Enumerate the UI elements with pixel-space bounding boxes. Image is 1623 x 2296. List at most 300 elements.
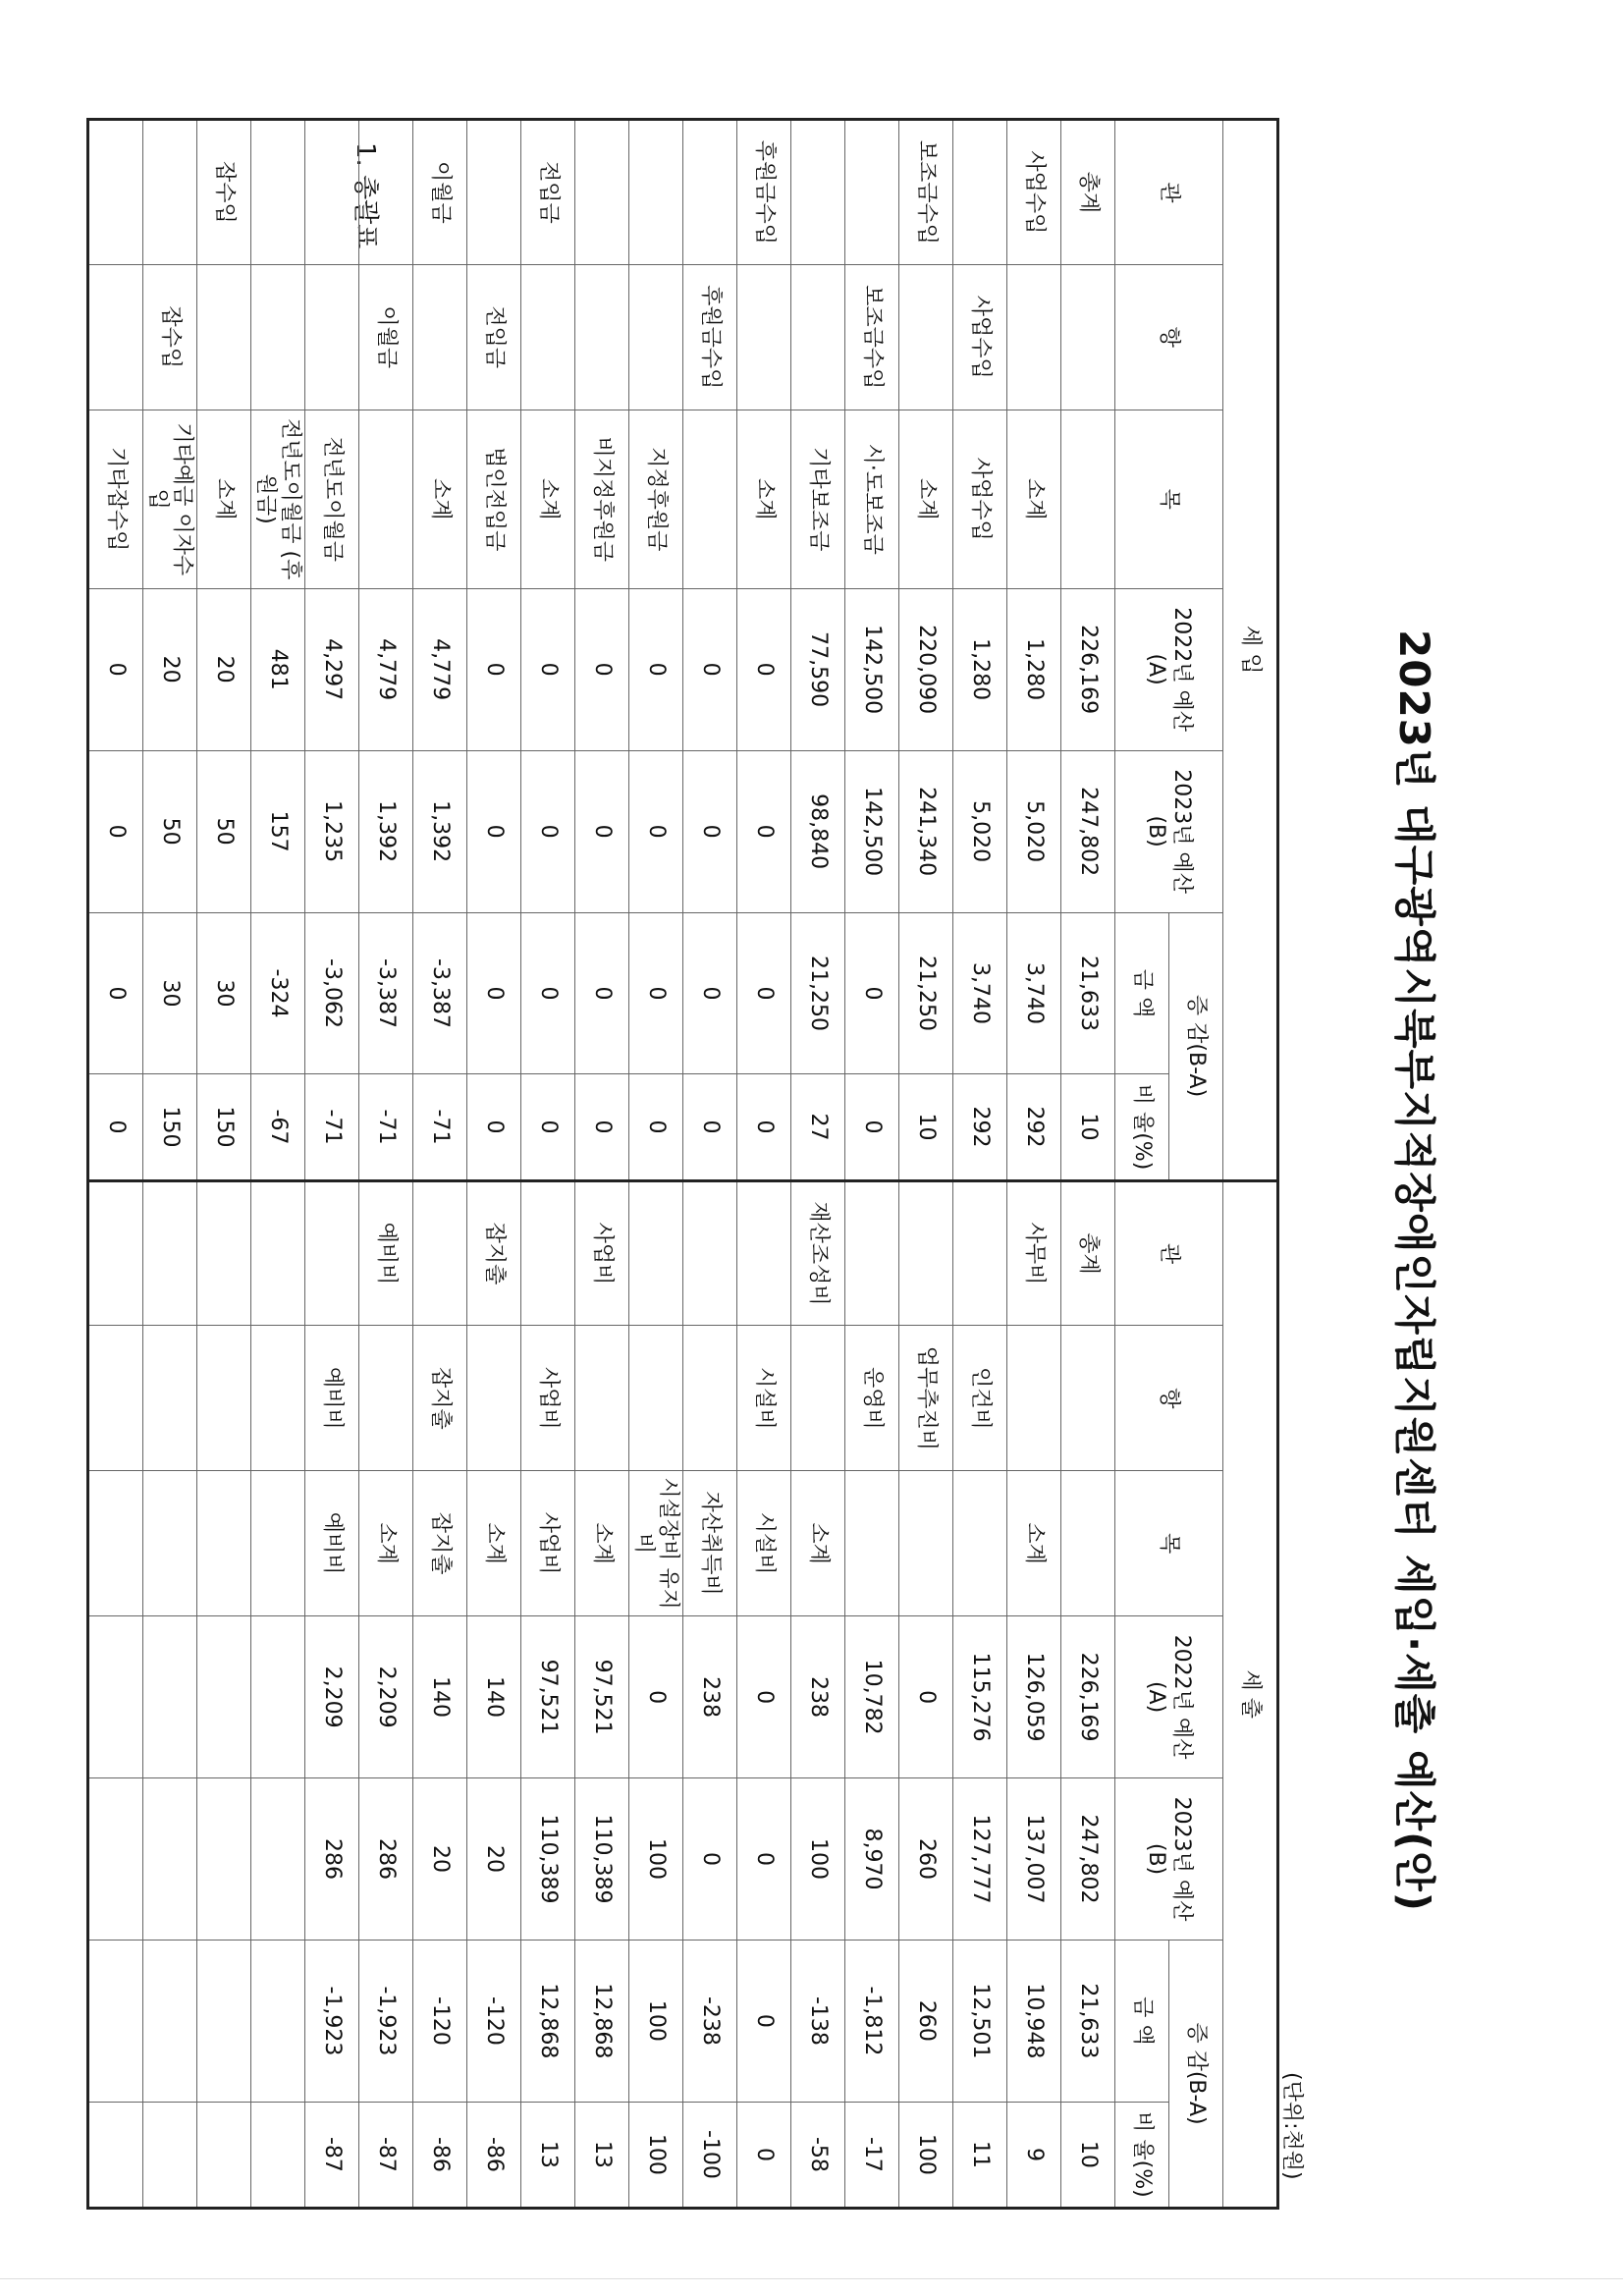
- expense-hang: [88, 1326, 143, 1471]
- revenue-2022: 4,779: [359, 588, 413, 750]
- expense-2022: 97,521: [575, 1616, 629, 1778]
- revenue-mok: 기타잡수입: [88, 410, 143, 588]
- revenue-2023: 1,235: [305, 750, 359, 912]
- col-mok: 목: [1115, 1471, 1223, 1616]
- revenue-gwan: [143, 120, 197, 265]
- revenue-2022: 0: [88, 588, 143, 750]
- expense-hang: [629, 1326, 683, 1471]
- table-row: [737, 120, 791, 2209]
- expense-gwan: [88, 1180, 143, 1326]
- revenue-2022: 0: [575, 588, 629, 750]
- revenue-gwan: [683, 120, 737, 265]
- expense-change-ratio: 11: [953, 2102, 1007, 2208]
- revenue-change-amount: 30: [197, 912, 251, 1074]
- col-ratio: 비 율(%): [1115, 1074, 1169, 1180]
- expense-mok: [197, 1471, 251, 1616]
- revenue-change-amount: -3,062: [305, 912, 359, 1074]
- expense-change-ratio: 100: [629, 2102, 683, 2208]
- expense-mok: [88, 1471, 143, 1616]
- revenue-2022: 142,500: [845, 588, 899, 750]
- expense-mok: 시설비: [737, 1471, 791, 1616]
- expense-2023: [88, 1778, 143, 1941]
- expense-mok: 소계: [467, 1471, 521, 1616]
- col-budget-2022: 2022년 예산(A): [1115, 1616, 1223, 1778]
- expense-hang: [1007, 1326, 1061, 1471]
- page-edge: [0, 2278, 1623, 2279]
- expense-mok: [251, 1471, 305, 1616]
- expense-hang: 업무추진비: [899, 1326, 953, 1471]
- expense-change-amount: 0: [737, 1940, 791, 2102]
- revenue-mok: 법인전입금: [467, 410, 521, 588]
- expense-2023: 286: [305, 1778, 359, 1941]
- revenue-2022: 0: [467, 588, 521, 750]
- expense-gwan: 사업비: [575, 1180, 629, 1326]
- revenue-hang: [251, 264, 305, 410]
- revenue-2022: 4,297: [305, 588, 359, 750]
- expense-mok: 자산취득비: [683, 1471, 737, 1616]
- revenue-mok: 시·도보조금: [845, 410, 899, 588]
- revenue-change-ratio: -67: [251, 1074, 305, 1180]
- expense-hang: [143, 1326, 197, 1471]
- revenue-change-ratio: 0: [575, 1074, 629, 1180]
- expense-change-ratio: -58: [791, 2102, 845, 2208]
- revenue-hang: [197, 264, 251, 410]
- expense-change-amount: -1,923: [305, 1940, 359, 2102]
- revenue-mok: 비지정후원금: [575, 410, 629, 588]
- revenue-2023: 241,340: [899, 750, 953, 912]
- revenue-change-ratio: 0: [629, 1074, 683, 1180]
- budget-table: [86, 118, 1279, 2210]
- expense-2023: 100: [791, 1778, 845, 1941]
- expense-2022: 238: [683, 1616, 737, 1778]
- expense-2023: 100: [629, 1778, 683, 1941]
- expense-mok: [899, 1471, 953, 1616]
- expense-change-amount: -238: [683, 1940, 737, 2102]
- col-amount: 금 액: [1115, 1940, 1169, 2102]
- revenue-change-amount: 21,633: [1061, 912, 1115, 1074]
- expense-2022: 2,209: [359, 1616, 413, 1778]
- expense-gwan: [845, 1180, 899, 1326]
- expense-2022: 126,059: [1007, 1616, 1061, 1778]
- expense-hang: 인건비: [953, 1326, 1007, 1471]
- revenue-gwan: [88, 120, 143, 265]
- revenue-gwan: [575, 120, 629, 265]
- revenue-gwan: 전입금: [521, 120, 575, 265]
- revenue-2023: 1,392: [359, 750, 413, 912]
- expense-2023: 0: [683, 1778, 737, 1941]
- expense-mok: 시설장비 유지비: [629, 1471, 683, 1616]
- table-row: [305, 120, 359, 2209]
- revenue-change-amount: 0: [467, 912, 521, 1074]
- revenue-change-ratio: 0: [467, 1074, 521, 1180]
- col-hang: 항: [1115, 264, 1223, 410]
- revenue-change-ratio: 0: [737, 1074, 791, 1180]
- col-hang: 항: [1115, 1326, 1223, 1471]
- revenue-change-ratio: -71: [413, 1074, 467, 1180]
- revenue-gwan: 총계: [1061, 120, 1115, 265]
- revenue-gwan: [359, 120, 413, 265]
- revenue-hang: [521, 264, 575, 410]
- expense-change-ratio: 10: [1061, 2102, 1115, 2208]
- table-row: [521, 120, 575, 2209]
- table-row: [251, 120, 305, 2209]
- revenue-hang: 잡수입: [143, 264, 197, 410]
- revenue-hang: [791, 264, 845, 410]
- expense-2022: [251, 1616, 305, 1778]
- revenue-mok: 기타예금 이자수입: [143, 410, 197, 588]
- expense-change-amount: -138: [791, 1940, 845, 2102]
- expense-hang: [251, 1326, 305, 1471]
- revenue-2022: 0: [521, 588, 575, 750]
- revenue-change-ratio: -71: [305, 1074, 359, 1180]
- expense-gwan: [629, 1180, 683, 1326]
- revenue-2022: 220,090: [899, 588, 953, 750]
- expense-gwan: [737, 1180, 791, 1326]
- table-row: [683, 120, 737, 2209]
- revenue-mok: 사업수입: [953, 410, 1007, 588]
- expense-2023: 260: [899, 1778, 953, 1941]
- expense-2023: [143, 1778, 197, 1941]
- revenue-hang: [413, 264, 467, 410]
- revenue-mok: 소계: [413, 410, 467, 588]
- revenue-change-amount: 0: [845, 912, 899, 1074]
- expense-gwan: [683, 1180, 737, 1326]
- revenue-mok: 기타보조금: [791, 410, 845, 588]
- expense-mok: 예비비: [305, 1471, 359, 1616]
- revenue-2023: 157: [251, 750, 305, 912]
- expense-header: 세 출: [1223, 1180, 1278, 2208]
- table-row: [143, 120, 197, 2209]
- col-ratio: 비 율(%): [1115, 2102, 1169, 2208]
- revenue-change-ratio: 292: [1007, 1074, 1061, 1180]
- expense-change-ratio: [143, 2102, 197, 2208]
- expense-gwan: 총계: [1061, 1180, 1115, 1326]
- revenue-2023: 0: [737, 750, 791, 912]
- table-row: [953, 120, 1007, 2209]
- expense-mok: [953, 1471, 1007, 1616]
- expense-hang: [575, 1326, 629, 1471]
- revenue-hang: [1061, 264, 1115, 410]
- page-title: 2023년 대구광역시북부지적장애인자립지원센터 세입·세출 예산(안): [1390, 629, 1438, 1912]
- expense-change-ratio: [251, 2102, 305, 2208]
- revenue-change-amount: 3,740: [1007, 912, 1061, 1074]
- col-change: 증 감(B-A): [1169, 912, 1223, 1180]
- expense-2022: 226,169: [1061, 1616, 1115, 1778]
- revenue-2023: 50: [143, 750, 197, 912]
- revenue-change-ratio: 27: [791, 1074, 845, 1180]
- revenue-gwan: [791, 120, 845, 265]
- revenue-2022: 4,779: [413, 588, 467, 750]
- expense-gwan: [413, 1180, 467, 1326]
- expense-2022: 0: [629, 1616, 683, 1778]
- revenue-2022: 0: [683, 588, 737, 750]
- revenue-2023: 0: [683, 750, 737, 912]
- revenue-mok: 소계: [197, 410, 251, 588]
- revenue-hang: 이월금: [359, 264, 413, 410]
- revenue-change-ratio: 150: [197, 1074, 251, 1180]
- col-gwan: 관: [1115, 1180, 1223, 1326]
- expense-2023: 0: [737, 1778, 791, 1941]
- expense-mok: 소계: [575, 1471, 629, 1616]
- revenue-hang: [629, 264, 683, 410]
- expense-change-amount: -120: [467, 1940, 521, 2102]
- revenue-mok: 소계: [1007, 410, 1061, 588]
- revenue-mok: [359, 410, 413, 588]
- revenue-2022: 20: [197, 588, 251, 750]
- revenue-2022: 0: [737, 588, 791, 750]
- expense-2023: [251, 1778, 305, 1941]
- expense-mok: 사업비: [521, 1471, 575, 1616]
- expense-2023: 8,970: [845, 1778, 899, 1941]
- table-row: [197, 120, 251, 2209]
- expense-2023: 137,007: [1007, 1778, 1061, 1941]
- expense-gwan: [899, 1180, 953, 1326]
- expense-change-ratio: [88, 2102, 143, 2208]
- revenue-mok: 소계: [899, 410, 953, 588]
- expense-hang: 운영비: [845, 1326, 899, 1471]
- expense-hang: [359, 1326, 413, 1471]
- revenue-change-amount: 0: [683, 912, 737, 1074]
- table-row: [791, 120, 845, 2209]
- revenue-change-ratio: 292: [953, 1074, 1007, 1180]
- revenue-hang: 사업수입: [953, 264, 1007, 410]
- revenue-2022: 1,280: [953, 588, 1007, 750]
- unit-label: (단위:천원): [1279, 2072, 1304, 2180]
- expense-mok: 소계: [791, 1471, 845, 1616]
- revenue-change-ratio: 0: [88, 1074, 143, 1180]
- col-amount: 금 액: [1115, 912, 1169, 1074]
- expense-change-amount: [251, 1940, 305, 2102]
- revenue-2023: 0: [88, 750, 143, 912]
- expense-2023: [197, 1778, 251, 1941]
- expense-change-ratio: -17: [845, 2102, 899, 2208]
- revenue-gwan: 잡수입: [197, 120, 251, 265]
- expense-2022: 140: [467, 1616, 521, 1778]
- revenue-mok: 소계: [521, 410, 575, 588]
- revenue-gwan: [305, 120, 359, 265]
- table-row: [467, 120, 521, 2209]
- expense-2023: 110,389: [575, 1778, 629, 1941]
- revenue-2023: 142,500: [845, 750, 899, 912]
- col-gwan: 관: [1115, 120, 1223, 265]
- expense-change-amount: 12,501: [953, 1940, 1007, 2102]
- table-row: [575, 120, 629, 2209]
- expense-mok: [845, 1471, 899, 1616]
- revenue-hang: [899, 264, 953, 410]
- revenue-2023: 0: [467, 750, 521, 912]
- expense-change-ratio: -87: [305, 2102, 359, 2208]
- expense-change-amount: [88, 1940, 143, 2102]
- revenue-gwan: [251, 120, 305, 265]
- expense-gwan: [305, 1180, 359, 1326]
- expense-hang: [1061, 1326, 1115, 1471]
- col-mok: 목: [1115, 410, 1223, 588]
- revenue-gwan: [845, 120, 899, 265]
- table-row: [899, 120, 953, 2209]
- expense-change-amount: 260: [899, 1940, 953, 2102]
- revenue-change-amount: -324: [251, 912, 305, 1074]
- expense-change-amount: [197, 1940, 251, 2102]
- expense-change-amount: 100: [629, 1940, 683, 2102]
- expense-hang: 잡지출: [413, 1326, 467, 1471]
- revenue-2023: 0: [575, 750, 629, 912]
- revenue-2022: 481: [251, 588, 305, 750]
- revenue-gwan: 이월금: [413, 120, 467, 265]
- expense-gwan: [251, 1180, 305, 1326]
- expense-2022: 0: [737, 1616, 791, 1778]
- revenue-change-ratio: 10: [1061, 1074, 1115, 1180]
- revenue-2022: 226,169: [1061, 588, 1115, 750]
- revenue-2023: 0: [521, 750, 575, 912]
- expense-2022: [197, 1616, 251, 1778]
- expense-change-ratio: 13: [521, 2102, 575, 2208]
- table-row: [1061, 120, 1115, 2209]
- expense-gwan: [197, 1180, 251, 1326]
- col-change: 증 감(B-A): [1169, 1940, 1223, 2208]
- revenue-change-ratio: 10: [899, 1074, 953, 1180]
- expense-2022: [143, 1616, 197, 1778]
- revenue-2023: 1,392: [413, 750, 467, 912]
- col-budget-2022: 2022년 예산(A): [1115, 588, 1223, 750]
- revenue-2023: 50: [197, 750, 251, 912]
- revenue-gwan: [629, 120, 683, 265]
- revenue-mok: 전년도이월금 (후원금): [251, 410, 305, 588]
- expense-mok: [143, 1471, 197, 1616]
- revenue-gwan: [953, 120, 1007, 265]
- expense-2023: 20: [413, 1778, 467, 1941]
- table-row: [845, 120, 899, 2209]
- budget-rows: [88, 120, 1115, 2209]
- revenue-change-ratio: 0: [521, 1074, 575, 1180]
- expense-hang: [467, 1326, 521, 1471]
- expense-change-ratio: -86: [467, 2102, 521, 2208]
- revenue-hang: 전입금: [467, 264, 521, 410]
- revenue-change-ratio: 0: [845, 1074, 899, 1180]
- revenue-2023: 247,802: [1061, 750, 1115, 912]
- revenue-change-ratio: -71: [359, 1074, 413, 1180]
- revenue-2022: 20: [143, 588, 197, 750]
- revenue-change-amount: 0: [521, 912, 575, 1074]
- col-budget-2023: 2023년 예산(B): [1115, 1778, 1223, 1941]
- expense-change-amount: -1,812: [845, 1940, 899, 2102]
- revenue-change-amount: 21,250: [791, 912, 845, 1074]
- expense-change-amount: -120: [413, 1940, 467, 2102]
- expense-change-amount: 21,633: [1061, 1940, 1115, 2102]
- revenue-2022: 77,590: [791, 588, 845, 750]
- revenue-change-amount: 0: [629, 912, 683, 1074]
- expense-hang: 사업비: [521, 1326, 575, 1471]
- revenue-gwan: 후원금수입: [737, 120, 791, 265]
- revenue-header: 세 입: [1223, 120, 1278, 1181]
- expense-change-ratio: -87: [359, 2102, 413, 2208]
- revenue-hang: [88, 264, 143, 410]
- revenue-2023: 5,020: [953, 750, 1007, 912]
- expense-gwan: [521, 1180, 575, 1326]
- revenue-2023: 5,020: [1007, 750, 1061, 912]
- expense-2023: 247,802: [1061, 1778, 1115, 1941]
- revenue-mok: [683, 410, 737, 588]
- revenue-hang: [1007, 264, 1061, 410]
- revenue-change-ratio: 0: [683, 1074, 737, 1180]
- revenue-2022: 0: [629, 588, 683, 750]
- expense-change-ratio: 0: [737, 2102, 791, 2208]
- expense-change-amount: [143, 1940, 197, 2102]
- expense-gwan: 예비비: [359, 1180, 413, 1326]
- section-label: 1. 총괄표: [351, 142, 380, 249]
- table-row: [629, 120, 683, 2209]
- expense-hang: 예비비: [305, 1326, 359, 1471]
- expense-mok: 잡지출: [413, 1471, 467, 1616]
- expense-change-amount: 12,868: [521, 1940, 575, 2102]
- revenue-change-amount: 21,250: [899, 912, 953, 1074]
- expense-hang: 시설비: [737, 1326, 791, 1471]
- revenue-2022: 1,280: [1007, 588, 1061, 750]
- expense-2022: 238: [791, 1616, 845, 1778]
- expense-2022: 140: [413, 1616, 467, 1778]
- expense-change-ratio: 100: [899, 2102, 953, 2208]
- expense-2022: 97,521: [521, 1616, 575, 1778]
- expense-gwan: 잡지출: [467, 1180, 521, 1326]
- revenue-2023: 0: [629, 750, 683, 912]
- expense-hang: [683, 1326, 737, 1471]
- expense-change-ratio: -86: [413, 2102, 467, 2208]
- expense-2023: 110,389: [521, 1778, 575, 1941]
- revenue-mok: [1061, 410, 1115, 588]
- revenue-mok: 지정후원금: [629, 410, 683, 588]
- revenue-change-amount: -3,387: [413, 912, 467, 1074]
- revenue-hang: 보조금수입: [845, 264, 899, 410]
- revenue-gwan: 보조금수입: [899, 120, 953, 265]
- expense-2022: 2,209: [305, 1616, 359, 1778]
- revenue-hang: [575, 264, 629, 410]
- expense-change-ratio: [197, 2102, 251, 2208]
- expense-gwan: 사무비: [1007, 1180, 1061, 1326]
- expense-change-ratio: -100: [683, 2102, 737, 2208]
- table-row: [359, 120, 413, 2209]
- expense-hang: [197, 1326, 251, 1471]
- expense-change-amount: 12,868: [575, 1940, 629, 2102]
- expense-2022: 10,782: [845, 1616, 899, 1778]
- revenue-change-amount: 0: [88, 912, 143, 1074]
- expense-change-ratio: 13: [575, 2102, 629, 2208]
- revenue-change-amount: -3,387: [359, 912, 413, 1074]
- expense-2023: 20: [467, 1778, 521, 1941]
- revenue-hang: [737, 264, 791, 410]
- expense-change-amount: 10,948: [1007, 1940, 1061, 2102]
- expense-gwan: 재산조성비: [791, 1180, 845, 1326]
- col-budget-2023: 2023년 예산(B): [1115, 750, 1223, 912]
- expense-2022: 0: [899, 1616, 953, 1778]
- expense-2023: 127,777: [953, 1778, 1007, 1941]
- revenue-change-amount: 0: [737, 912, 791, 1074]
- revenue-change-ratio: 150: [143, 1074, 197, 1180]
- table-row: [88, 120, 143, 2209]
- table-row: [1007, 120, 1061, 2209]
- expense-mok: 소계: [359, 1471, 413, 1616]
- revenue-mok: 전년도이월금: [305, 410, 359, 588]
- revenue-2023: 98,840: [791, 750, 845, 912]
- expense-change-amount: -1,923: [359, 1940, 413, 2102]
- revenue-gwan: 사업수입: [1007, 120, 1061, 265]
- revenue-mok: 소계: [737, 410, 791, 588]
- revenue-change-amount: 3,740: [953, 912, 1007, 1074]
- revenue-hang: 후원금수입: [683, 264, 737, 410]
- revenue-change-amount: 0: [575, 912, 629, 1074]
- revenue-gwan: [467, 120, 521, 265]
- revenue-change-amount: 30: [143, 912, 197, 1074]
- revenue-hang: [305, 264, 359, 410]
- expense-gwan: [143, 1180, 197, 1326]
